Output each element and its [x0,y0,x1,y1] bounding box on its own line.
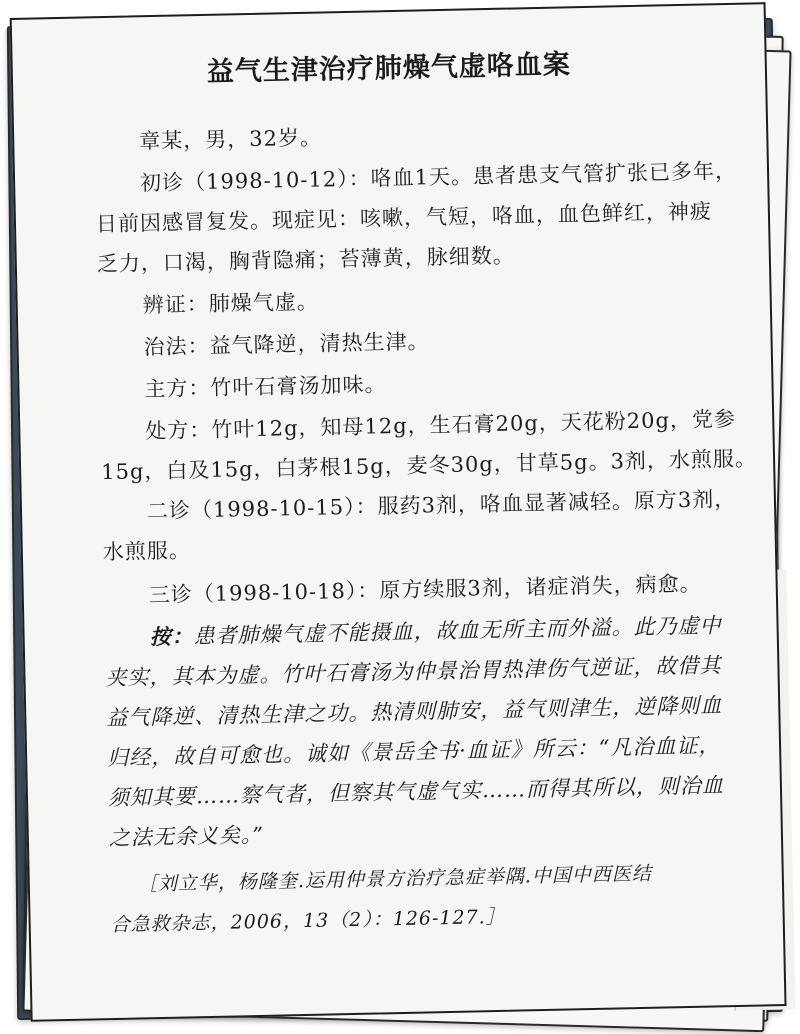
second-visit-line: 二诊（1998-10-15）：服药3剂，咯血显著减轻。原方3剂， [146,486,737,524]
main-formula-line: 主方：竹叶石膏汤加味。 [144,372,387,402]
citation-line: ［刘立华，杨隆奎.运用仲景方治疗急症举隅.中国中西医结 [137,862,653,896]
treatment-line: 治法：益气降逆，清热生津。 [143,329,430,360]
citation-line: 合急救杂志，2006，13（2）：126-127.］ [110,905,506,937]
second-visit-line: 水煎服。 [102,538,192,565]
commentary-line: 夹实，其本为虚。竹叶石膏汤为仲景治胃热津伤气逆证，故借其 [105,653,722,691]
commentary-text: 患者肺燥气虚不能摄血，故血无所主而外溢。此乃虚中 [193,613,722,649]
commentary-line: 益气降逆、清热生津之功。热清则肺安，益气则津生，逆降则血 [106,693,723,731]
first-visit-line: 日前因感冒复发。现症见：咳嗽，气短，咯血，血色鲜红，神疲 [95,199,713,237]
first-visit-line: 初诊（1998-10-12）：咯血1天。患者患支气管扩张已多年， [139,158,738,196]
prescription-line: 处方：竹叶12g，知母12g，生石膏20g，天花粉20g，党参 [145,406,737,444]
patient-info: 章某，男，32岁。 [139,125,323,154]
commentary-line: 归经，故自可愈也。诚如《景岳全书·血证》所云：“凡治血证， [106,733,721,771]
commentary-line [149,609,722,651]
prescription-line: 15g，白及15g，白茅根15g，麦冬30g，甘草5g。3剂，水煎服。 [100,446,758,485]
commentary-line: 之法无余义矣。” [108,822,265,851]
book-page [10,2,787,1022]
third-visit-line: 三诊（1998-10-18）：原方续服3剂，诸症消失，病愈。 [148,571,702,608]
commentary-line: 须知其要……察气者，但察其气虚气实……而得其所以，则治血 [107,773,725,811]
commentary-label: 按： [149,623,194,650]
case-title: 益气生津治疗肺燥气虚咯血案 [206,49,572,88]
first-visit-line: 乏力，口渴，胸背隐痛；苔薄黄，脉细数。 [96,243,516,277]
diagnosis-line: 辨证：肺燥气虚。 [142,289,319,318]
